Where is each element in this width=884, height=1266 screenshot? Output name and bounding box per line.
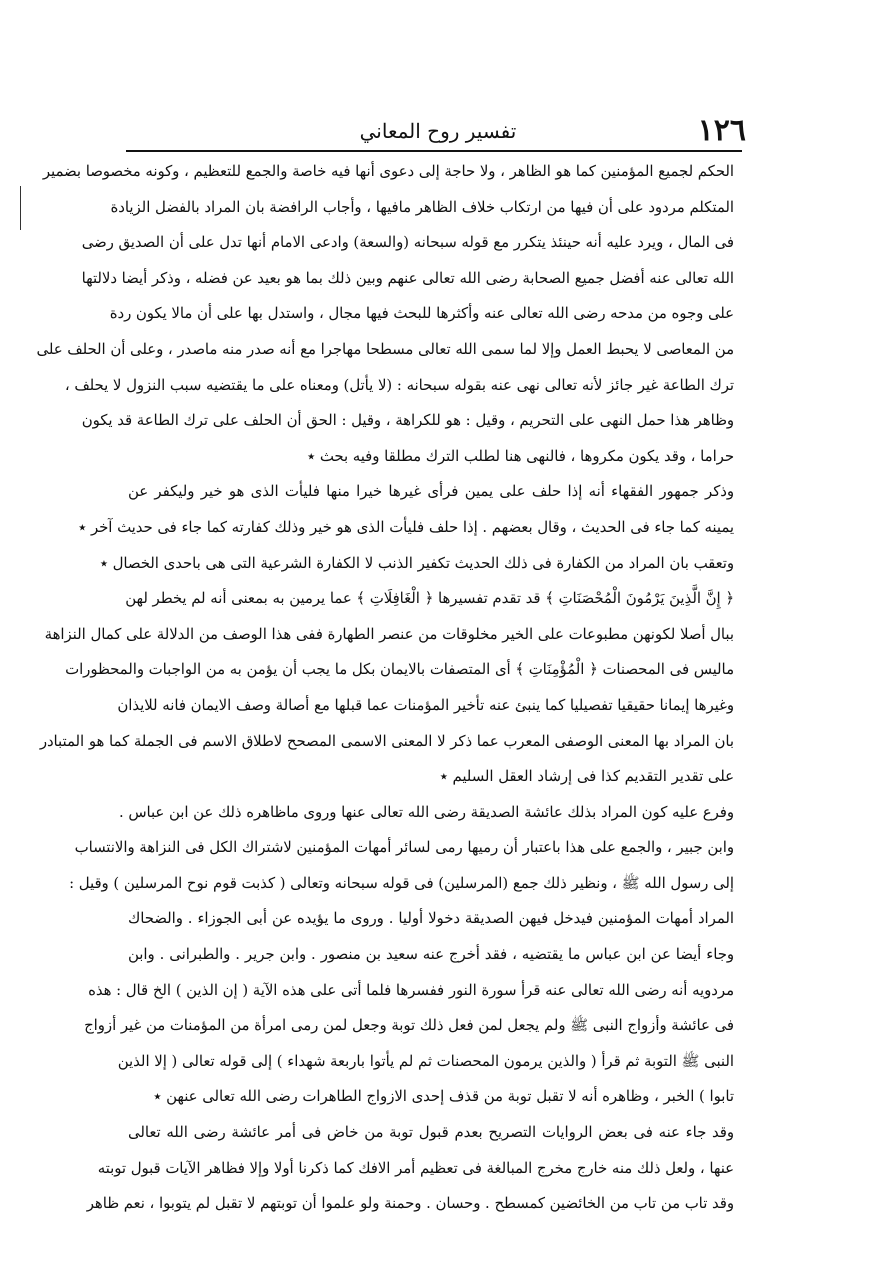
text-line: النبى ﷺ التوبة ثم قرأ ( والذين يرمون المحصنات ثم لم يأتوا باربعة شهداء ) إلى قوله تعالى ( إلا الذين — [117, 1052, 734, 1070]
margin-mark — [20, 186, 21, 230]
header-rule — [126, 150, 742, 152]
text-line: وغيرها إيمانا حقيقيا تفصيليا كما ينبئ عنه تأخير المؤمنات عما قبلها مع أصالة وصف الايمان فانه للايذان — [117, 696, 734, 714]
text-line: فى المال ، ويرد عليه أنه حينئذ يتكرر مع قوله سبحانه (والسعة) وادعى الامام أنها تدل على أن الصديق رضى — [81, 234, 734, 252]
text-line: وقد تاب من تاب من الخائضين كمسطح . وحسان . وحمنة ولو علموا أن توبتهم لا تقبل لم يتوبوا ، نعم ظاهر — [86, 1195, 734, 1213]
text-line: وذكر جمهور الفقهاء أنه إذا حلف على يمين فرأى غيرها خيرا منها فليأت الذى هو خير وليكفر عن — [128, 483, 734, 501]
text-line: عنها ، ولعل ذلك منه خارج مخرج المبالغة فى تعظيم أمر الافك كما ذكرنا أولا وإلا فظاهر الآيات قبول توبته — [97, 1159, 734, 1177]
text-line: وفرع عليه كون المراد بذلك عائشة الصديقة رضى الله تعالى عنها وروى ماظاهره ذلك عن ابن عباس . — [118, 803, 734, 821]
text-line: بان المراد بها المعنى الوصفى المعرب عما ذكر لا المعنى الاسمى المصحح لاطلاق الاسم فى الجملة كما هو المتبادر — [39, 732, 734, 750]
text-line: الله تعالى عنه أفضل جميع الصحابة رضى الله تعالى عنهم وبين ذلك بما هو بعيد عن فضله ، وذكر أيضا دلالتها — [81, 269, 734, 287]
text-line: المراد أمهات المؤمنين فيدخل فيهن الصديقة دخولا أوليا . وروى ما يؤيده عن أبى الجوزاء . والضحاك — [128, 910, 734, 928]
text-line: على تقدير التقديم كذا فى إرشاد العقل السليم ٭ — [439, 768, 734, 786]
text-line: ماليس فى المحصنات ﴿ الْمُؤْمِنَاتِ ﴾ أى المتصفات بالايمان بكل ما يجب أن يؤمن به من الواجبات والمحظورات — [65, 661, 734, 679]
text-line: يمينه كما جاء فى الحديث ، وقال بعضهم . إذا حلف فليأت الذى هو خير وذلك كفارته كما جاء فى حديث آخر ٭ — [78, 518, 734, 536]
text-line: وابن جبير ، والجمع على هذا باعتبار أن رميها رمى لسائر أمهات المؤمنين لاشتراك الكل فى النزاهة والانتساب — [74, 839, 734, 857]
text-line: فى عائشة وأزواج النبى ﷺ ولم يجعل لمن فعل ذلك توبة وجعل لمن رمى امرأة من المؤمنات من غير أزواج — [84, 1017, 734, 1035]
text-line: على وجوه من مدحه رضى الله تعالى عنه وأكثرها للبحث فيها مجال ، واستدل بها على أن مالا يكون ردة — [109, 305, 734, 323]
text-line: تابوا ) الخبر ، وظاهره أنه لا تقبل توبة من قذف إحدى الازواج الطاهرات رضى الله تعالى عنهن ٭ — [153, 1088, 734, 1106]
text-line: ببال أصلا لكونهن مطبوعات على الخير مخلوقات من عنصر الطهارة ففى هذا الوصف من الدلالة على كمال النزاهة — [44, 625, 734, 643]
text-line: الحكم لجميع المؤمنين كما هو الظاهر ، ولا حاجة إلى دعوى أنها فيه خاصة والجمع للتعظيم ، وكونه مخصوصا بضمير — [42, 163, 734, 180]
body-text — [36, 154, 734, 1222]
text-line: وقد جاء عنه فى بعض الروايات التصريح بعدم قبول توبة من خاض فى أمر عائشة رضى الله تعالى — [128, 1124, 734, 1142]
text-line: ترك الطاعة غير جائز لأنه تعالى نهى عنه بقوله سبحانه : (لا يأتل) ومعناه على ما يقتضيه سبب النزول لا يحلف ، — [64, 376, 734, 394]
text-line: وتعقب بان المراد من الكفارة فى ذلك الحديث تكفير الذنب لا الكفارة الشرعية التى هى باحدى الخصال ٭ — [99, 554, 734, 572]
text-line: من المعاصى لا يحبط العمل وإلا لما سمى الله تعالى مسطحا مهاجرا مع أنه صدر منه ماصدر ، وعلى أن الحلف على — [36, 340, 734, 358]
page-header — [130, 112, 746, 152]
text-line: ﴿ إِنَّ الَّذِينَ يَرْمُونَ الْمُحْصَنَاتِ ﴾ قد تقدم تفسيرها ﴿ الْغَافِلَاتِ ﴾ عما يرمين به بمعنى أنه لم يخطر لهن — [125, 590, 734, 608]
text-line: وظاهر هذا حمل النهى على التحريم ، وقيل : هو للكراهة ، وقيل : الحق أن الحلف على ترك الطاعة قد يكون — [81, 412, 734, 430]
text-line: إلى رسول الله ﷺ ، ونظير ذلك جمع (المرسلين) فى قوله سبحانه وتعالى ( كذبت قوم نوح المرسلين ) وقيل : — [69, 874, 734, 892]
text-line: وجاء أيضا عن ابن عباس ما يقتضيه ، فقد أخرج عنه سعيد بن منصور . وابن جرير . والطبرانى . وابن — [128, 946, 734, 964]
text-line: حراما ، وقد يكون مكروها ، فالنهى هنا لطلب الترك مطلقا وفيه بحث ٭ — [307, 447, 734, 465]
text-line: المتكلم مردود على أن فيها من ارتكاب خلاف الظاهر مافيها ، وأجاب الرافضة بان المراد بالفضل الزيادة — [110, 198, 734, 216]
running-title: تفسير روح المعاني — [359, 119, 517, 143]
page-number: ١٢٦ — [697, 113, 746, 148]
text-line: مردويه أنه رضى الله تعالى عنه قرأ سورة النور ففسرها فلما أتى على هذه الآية ( إن الذين ) الخ قال : هذه — [88, 981, 734, 999]
